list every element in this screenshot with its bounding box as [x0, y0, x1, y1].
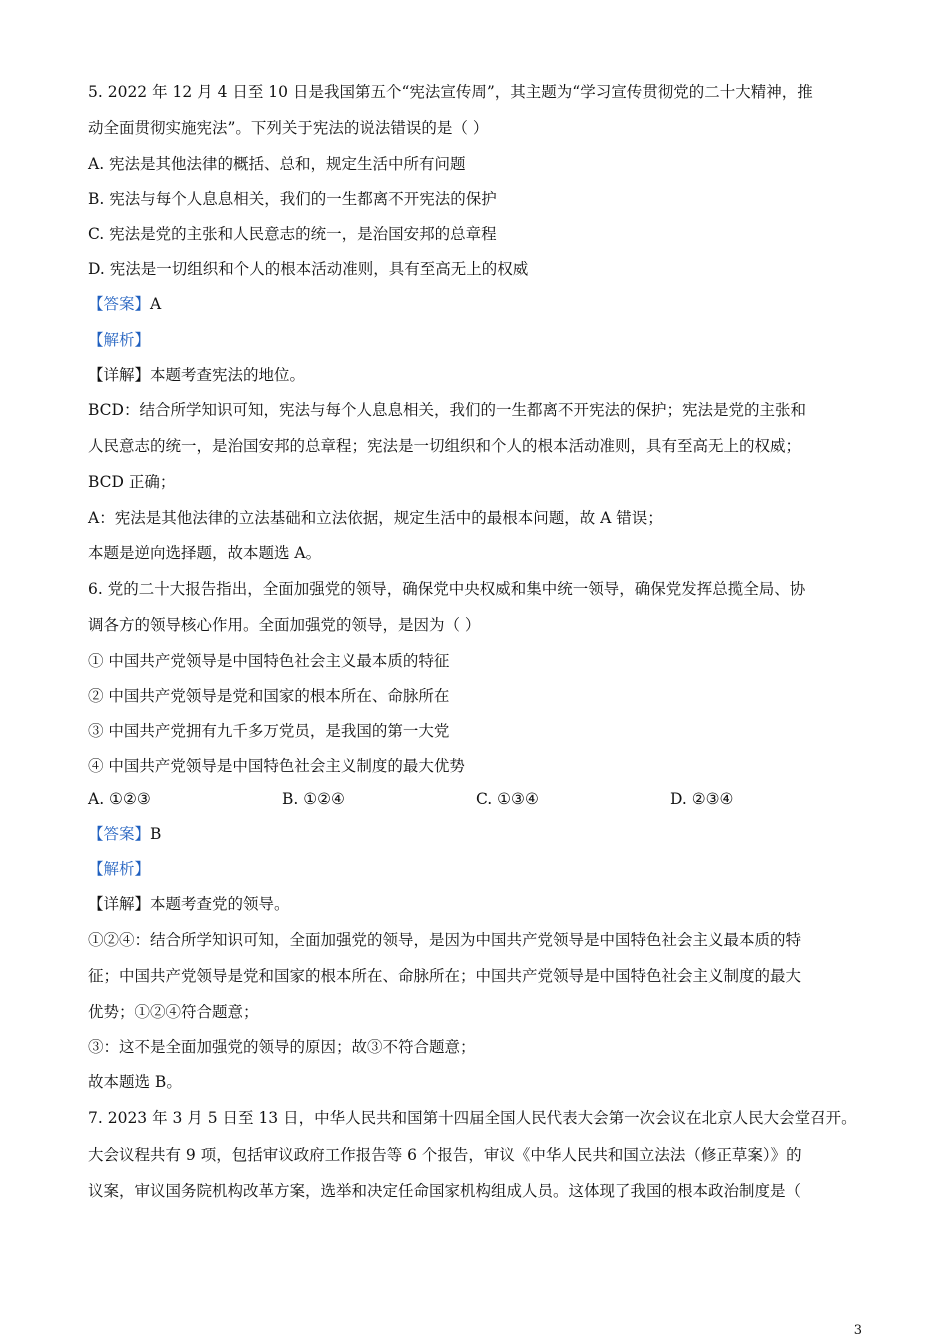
q5-analysis [88, 329, 878, 351]
q5-explanation-line-5: 本题是逆向选择题，故本题选 A。 [88, 544, 322, 562]
q5-detail-tag: 【详解】 [88, 366, 151, 384]
q6-answer-value: B [150, 825, 162, 843]
q6-option-c: C. ①③④ [476, 790, 539, 808]
q6-explanation-line-3: 优势；①②④符合题意； [88, 1003, 259, 1021]
q5-option-c: C. 宪法是党的主张和人民意志的统一，是治国安邦的总章程 [88, 225, 497, 243]
q6-analysis-tag: 【解析】 [88, 860, 151, 878]
q5-explanation-line-1: BCD：结合所学知识可知，宪法与每个人息息相关，我们的一生都离不开宪法的保护；宪法是党的主张和 [88, 401, 806, 419]
q5-analysis-tag: 【解析】 [88, 331, 151, 349]
q5-stem-line-2: 动全面贯彻实施宪法”。下列关于宪法的说法错误的是（ ） [88, 119, 489, 137]
q5-detail [88, 364, 878, 386]
q6-analysis [88, 858, 878, 880]
q7-stem-line-2: 大会议程共有 9 项，包括审议政府工作报告等 6 个报告，审议《中华人民共和国立法法（修正草案）》的 [88, 1146, 802, 1164]
q6-explanation-line-5: 故本题选 B。 [88, 1073, 182, 1091]
q6-item-4: ④ 中国共产党领导是中国特色社会主义制度的最大优势 [88, 757, 465, 775]
q6-item-3: ③ 中国共产党拥有九千多万党员，是我国的第一大党 [88, 722, 450, 740]
q7-stem-line-3: 议案，审议国务院机构改革方案，选举和决定任命国家机构组成人员。这体现了我国的根本政治制度是（ [88, 1182, 802, 1200]
q5-answer [88, 293, 878, 315]
q6-stem-line-1: 6. 党的二十大报告指出，全面加强党的领导，确保党中央权威和集中统一领导，确保党发挥总揽全局、协 [88, 580, 806, 598]
q6-explanation-line-4: ③：这不是全面加强党的领导的原因；故③不符合题意； [88, 1038, 476, 1056]
q6-item-2: ② 中国共产党领导是党和国家的根本所在、命脉所在 [88, 687, 450, 705]
q5-answer-tag: 【答案】 [88, 295, 151, 313]
q6-answer-tag: 【答案】 [88, 825, 151, 843]
q5-explanation-line-4: A：宪法是其他法律的立法基础和立法依据，规定生活中的最根本问题，故 A 错误； [88, 509, 663, 527]
q6-option-b: B. ①②④ [282, 790, 345, 808]
q6-option-a: A. ①②③ [88, 790, 151, 808]
q5-option-d: D. 宪法是一切组织和个人的根本活动准则，具有至高无上的权威 [88, 260, 529, 278]
q5-option-b: B. 宪法与每个人息息相关，我们的一生都离不开宪法的保护 [88, 190, 497, 208]
q6-detail-text: 本题考查党的领导。 [150, 895, 290, 913]
q6-option-d: D. ②③④ [670, 790, 734, 808]
q6-detail [88, 893, 878, 915]
q5-stem-line-1: 5. 2022 年 12 月 4 日至 10 日是我国第五个“宪法宣传周”，其主题为“学习宣传贯彻党的二十大精神，推 [88, 83, 813, 101]
q6-stem-line-2: 调各方的领导核心作用。全面加强党的领导，是因为（ ） [88, 616, 481, 634]
q6-answer [88, 823, 878, 845]
q6-item-1: ① 中国共产党领导是中国特色社会主义最本质的特征 [88, 652, 450, 670]
q6-detail-tag: 【详解】 [88, 895, 151, 913]
q5-detail-text: 本题考查宪法的地位。 [150, 366, 306, 384]
q6-explanation-line-1: ①②④：结合所学知识可知，全面加强党的领导，是因为中国共产党领导是中国特色社会主义最本质的特 [88, 931, 802, 949]
q5-explanation-line-3: BCD 正确； [88, 473, 176, 491]
q5-option-a: A. 宪法是其他法律的概括、总和，规定生活中所有问题 [88, 155, 466, 173]
q5-explanation-line-2: 人民意志的统一，是治国安邦的总章程；宪法是一切组织和个人的根本活动准则，具有至高无上的权威； [88, 437, 802, 455]
page-number: 3 [853, 1323, 862, 1338]
q6-explanation-line-2: 征；中国共产党领导是党和国家的根本所在、命脉所在；中国共产党领导是中国特色社会主义制度的最大 [88, 967, 802, 985]
q7-stem-line-1: 7. 2023 年 3 月 5 日至 13 日，中华人民共和国第十四届全国人民代表大会第一次会议在北京人民大会堂召开。 [88, 1109, 857, 1127]
q5-answer-value: A [150, 295, 162, 313]
